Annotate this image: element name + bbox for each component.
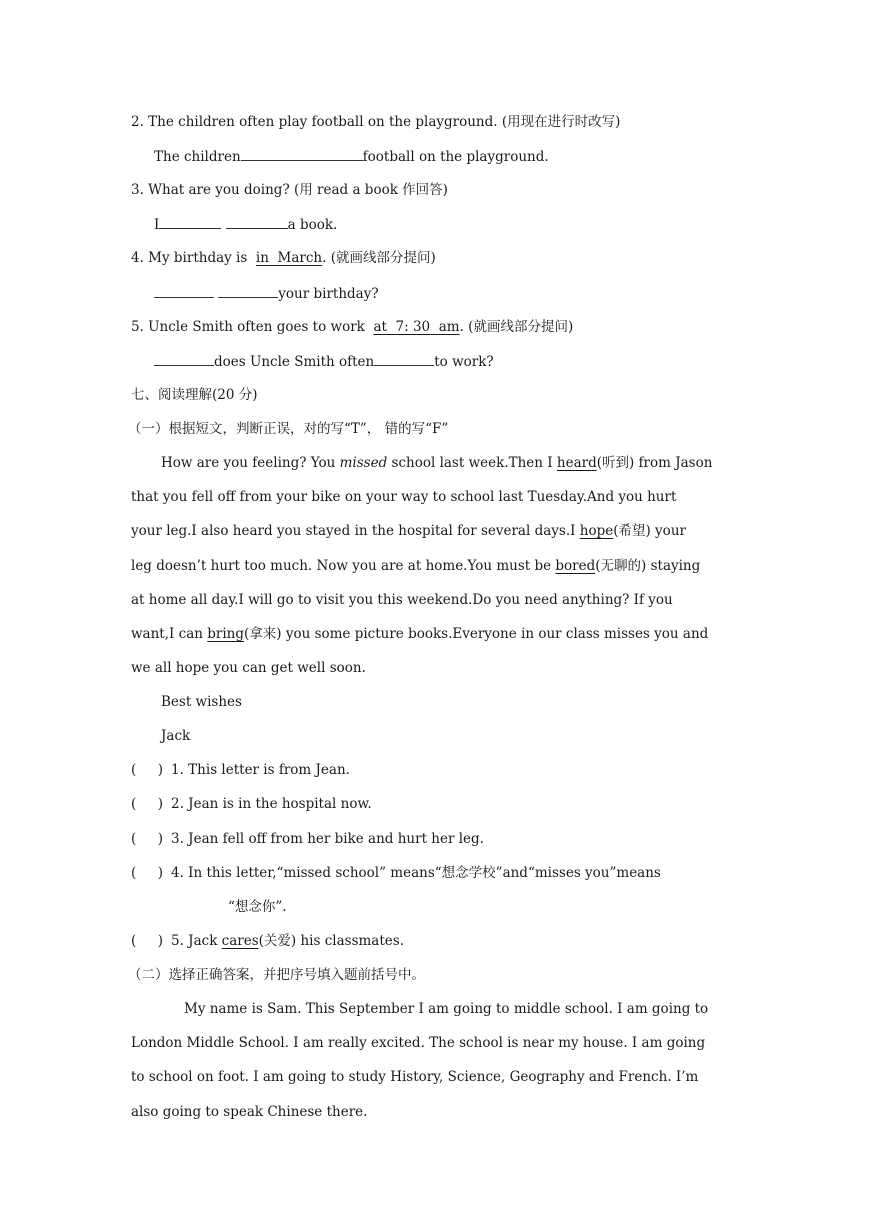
word-bored: bored [555,558,596,574]
tf-question-1 [131,760,350,780]
passage2-line-2: London Middle School. I am really excited. The school is near my house. I am going [131,1035,706,1051]
passage-line-2: that you fell off from your bike on your way to school last Tuesday.And you hurt [131,489,677,505]
passage-line-7: we all hope you can get well soon. [131,660,366,676]
question-text: 4. In this letter,“missed school” means“想念学校”and“misses you”means [171,865,661,881]
q5-end: . (就画线部分提问) [459,319,574,335]
q4-end: . (就画线部分提问) [322,250,436,266]
q3-answer-end: a book. [287,217,338,233]
q2-answer-line [154,146,549,167]
passage-line-6 [131,624,708,644]
passage-text: leg doesn’t hurt too much. Now you are at home.You must be [131,558,552,574]
question-text: 2. Jean is in the hospital now. [171,796,372,812]
part2-instruction: （二）选择正确答案，并把序号填入题前括号中。 [128,967,425,983]
passage-text: your leg.I also heard you stayed in the hospital for several days.I [131,523,576,539]
answer-bracket[interactable]: ( ) [131,762,164,778]
q3-blank-2[interactable] [226,214,288,229]
passage-text: (无聊的) staying [595,558,701,574]
q5-answer-mid: does Uncle Smith often [214,354,375,370]
q4-underlined-1: in [255,250,269,266]
q5-blank-2[interactable] [374,351,434,366]
part1-instruction: （一）根据短文，判断正误，对的写“T”， 错的写“F” [128,421,449,437]
tf-question-3 [131,829,484,849]
answer-bracket[interactable]: ( ) [131,796,164,812]
question-text: 3. Jean fell off from her bike and hurt her leg. [171,831,484,847]
q2-answer-start: The children [154,149,241,165]
q2-blank[interactable] [241,146,363,161]
passage-line-3 [131,521,686,541]
passage-line-1 [161,453,712,473]
passage2-line-1: My name is Sam. This September I am going to middle school. I am going to [184,1001,709,1017]
question-text: 5. Jack [171,933,218,949]
q5-underlined-3: am [438,319,460,335]
q5-answer-end: to work? [434,354,494,370]
q5-underlined-2: 7: 30 [395,319,431,335]
q3-prompt: 3. What are you doing? (用 read a book 作回答) [131,182,448,198]
q5-answer-line [154,351,494,372]
q5-underlined-1: at [373,319,387,335]
q2-answer-end: football on the playground. [362,149,549,165]
q4-answer-line [154,283,379,304]
q4-blank-1[interactable] [154,283,214,298]
q5-prompt [131,317,573,337]
q3-answer-start: I [154,217,160,233]
answer-bracket[interactable]: ( ) [131,865,164,881]
q4-answer-end: your birthday? [278,286,379,302]
q4-prompt [131,248,436,268]
section-title: 七、阅读理解(20 分) [131,387,258,403]
passage-text: school last week.Then I [391,455,553,471]
answer-bracket[interactable]: ( ) [131,933,164,949]
word-bring: bring [207,626,244,642]
q4-underlined-2: March [277,250,323,266]
passage-line-5: at home all day.I will go to visit you this weekend.Do you need anything? If you [131,592,673,608]
passage-text: (希望) your [613,523,686,539]
tf-question-5 [131,931,404,951]
tf-question-2 [131,794,372,814]
q3-answer-line [154,214,337,235]
q3-blank-1[interactable] [159,214,221,229]
word-cares: cares [221,933,259,949]
passage2-line-4: also going to speak Chinese there. [131,1104,368,1120]
passage2-line-3: to school on foot. I am going to study History, Science, Geography and French. I’m [131,1069,699,1085]
letter-signature: Jack [161,728,191,744]
passage-text: (拿来) you some picture books.Everyone in our class misses you and [244,626,709,642]
question-text: (关爱) his classmates. [258,933,404,949]
answer-bracket[interactable]: ( ) [131,831,164,847]
passage-text: (听到) from Jason [596,455,713,471]
word-missed: missed [339,455,388,471]
tf-question-4 [131,863,661,883]
passage-text: How are you feeling? You [161,455,336,471]
passage-text: want,I can [131,626,203,642]
q4-blank-2[interactable] [218,283,278,298]
passage-line-4 [131,556,700,576]
letter-closing: Best wishes [161,694,242,710]
tf-question-4-cont: “想念你”. [228,899,287,915]
q4-start: 4. My birthday is [131,250,248,266]
word-hope: hope [579,523,614,539]
question-text: 1. This letter is from Jean. [171,762,350,778]
word-heard: heard [556,455,597,471]
q2-prompt: 2. The children often play football on the playground. (用现在进行时改写) [131,114,621,130]
q5-blank-1[interactable] [154,351,214,366]
q5-start: 5. Uncle Smith often goes to work [131,319,365,335]
